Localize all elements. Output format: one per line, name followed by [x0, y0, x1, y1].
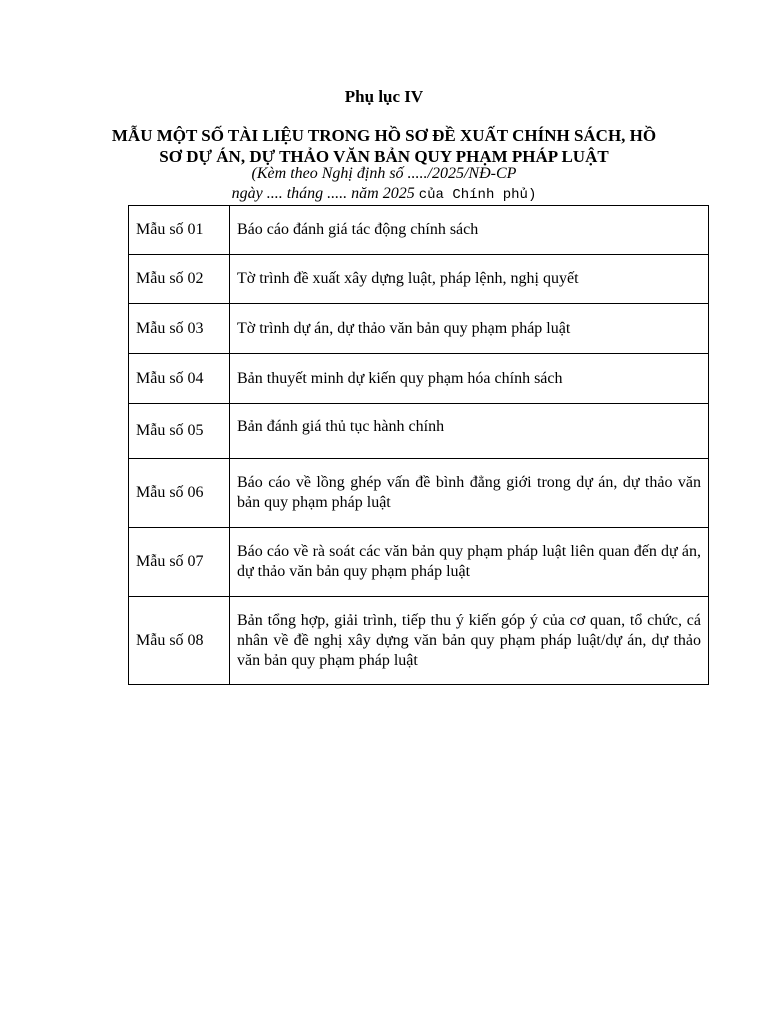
form-description: Bản đánh giá thủ tục hành chính — [230, 404, 709, 459]
document-heading — [100, 125, 668, 167]
table-row — [129, 206, 709, 255]
form-description: Báo cáo đánh giá tác động chính sách — [230, 206, 709, 255]
table-row — [129, 304, 709, 354]
form-description: Báo cáo về rà soát các văn bản quy phạm pháp luật liên quan đến dự án, dự thảo văn bản quy phạm pháp luật — [230, 528, 709, 597]
form-code: Mẫu số 08 — [129, 597, 230, 685]
subtitle-date: ngày .... tháng ..... năm 2025 — [231, 185, 419, 202]
subtitle-issuer: của Chính phủ) — [418, 187, 537, 203]
subtitle-date-line — [0, 184, 768, 205]
form-description: Bản thuyết minh dự kiến quy phạm hóa chính sách — [230, 354, 709, 404]
form-code: Mẫu số 05 — [129, 404, 230, 459]
form-code: Mẫu số 04 — [129, 354, 230, 404]
table-row — [129, 255, 709, 304]
form-code: Mẫu số 07 — [129, 528, 230, 597]
table-row — [129, 597, 709, 685]
table-row — [129, 404, 709, 459]
document-heading-line-1: MẪU MỘT SỐ TÀI LIỆU TRONG HỒ SƠ ĐỀ XUẤT CHÍNH SÁCH, HỒ — [111, 126, 657, 145]
form-description: Bản tổng hợp, giải trình, tiếp thu ý kiến góp ý của cơ quan, tổ chức, cá nhân về đề nghị xây dựng văn bản quy phạm pháp luật/dự án, dự thảo văn bản quy phạm pháp luật — [230, 597, 709, 685]
form-code: Mẫu số 06 — [129, 459, 230, 528]
form-code: Mẫu số 01 — [129, 206, 230, 255]
form-description: Báo cáo về lồng ghép vấn đề bình đẳng giới trong dự án, dự thảo văn bản quy phạm pháp luật — [230, 459, 709, 528]
form-description: Tờ trình đề xuất xây dựng luật, pháp lệnh, nghị quyết — [230, 255, 709, 304]
forms-table — [128, 205, 709, 685]
table-row — [129, 354, 709, 404]
form-code: Mẫu số 03 — [129, 304, 230, 354]
table-row — [129, 528, 709, 597]
form-code: Mẫu số 02 — [129, 255, 230, 304]
appendix-title: Phụ lục IV — [344, 87, 424, 106]
document-heading-line-2: SƠ DỰ ÁN, DỰ THẢO VĂN BẢN QUY PHẠM PHÁP LUẬT — [159, 147, 609, 166]
subtitle-decree-ref: (Kèm theo Nghị định số ...../2025/NĐ-CP — [251, 165, 517, 182]
document-subtitle — [0, 164, 768, 205]
table-row — [129, 459, 709, 528]
form-description: Tờ trình dự án, dự thảo văn bản quy phạm pháp luật — [230, 304, 709, 354]
